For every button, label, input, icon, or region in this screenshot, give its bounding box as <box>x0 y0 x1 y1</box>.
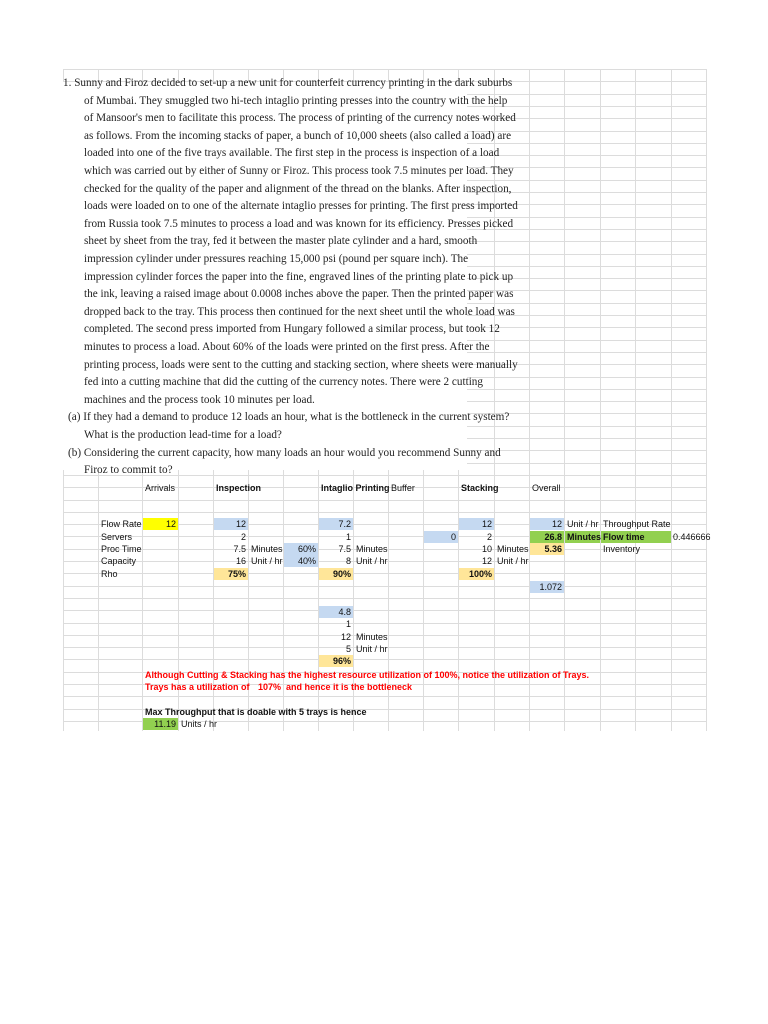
header-inspection[interactable]: Inspection <box>216 483 262 493</box>
label-servers[interactable]: Servers <box>101 532 133 542</box>
label-capacity[interactable]: Capacity <box>101 556 137 566</box>
inspection-proc-time[interactable]: 7.5 <box>233 544 246 554</box>
overall-flow-time-unit[interactable]: Minutes <box>567 532 602 542</box>
problem-line: completed. The second press imported from Hungary followed a similar process, but took 12 <box>84 323 500 336</box>
problem-line: 1. Sunny and Firoz decided to set-up a new unit for counterfeit currency printing in the dark suburbs <box>63 77 513 89</box>
overall-inventory-label[interactable]: Inventory <box>603 544 641 554</box>
problem-line: (a) If they had a demand to produce 12 loads an hour, what is the bottleneck in the current system? <box>68 411 510 424</box>
overall-flow-time[interactable]: 26.8 <box>530 531 564 543</box>
press1-servers[interactable]: 1 <box>345 532 351 542</box>
press2-cap-unit[interactable]: Unit / hr <box>356 644 388 654</box>
problem-line: (b) Considering the current capacity, how many loads an hour would you recommend Sunny and <box>68 446 501 459</box>
overall-flow-time-hours[interactable]: 0.446666 <box>673 532 711 542</box>
press2-split[interactable]: 40% <box>284 555 318 567</box>
press2-flow-rate[interactable]: 4.8 <box>319 606 353 618</box>
bottleneck-note[interactable]: Although Cutting & Stacking has the highest resource utilization of 100%, notice the utilization of Trays. <box>145 670 590 680</box>
inspection-rho[interactable]: 75% <box>214 568 248 580</box>
label-flow-rate[interactable]: Flow Rate <box>101 519 142 529</box>
buffer-value[interactable]: 0 <box>424 531 458 543</box>
problem-line: the ink, leaving a raised image about 0.0008 inches above the paper. Then the printed paper was <box>84 288 514 301</box>
overall-tray-value[interactable]: 1.072 <box>530 581 564 593</box>
stacking-flow-rate[interactable]: 12 <box>459 518 494 530</box>
problem-line: Firoz to commit to? <box>84 464 173 477</box>
inspection-proc-unit[interactable]: Minutes <box>251 544 283 554</box>
inspection-servers[interactable]: 2 <box>240 532 246 542</box>
overall-throughput-label[interactable]: Throughput Rate <box>603 519 671 529</box>
press1-split[interactable]: 60% <box>284 543 318 555</box>
tray-bottleneck-note[interactable]: and hence it is the bottleneck <box>286 682 413 692</box>
stacking-proc-unit[interactable]: Minutes <box>497 544 529 554</box>
problem-line: of Mumbai. They smuggled two hi-tech intaglio printing presses into the country with the help <box>84 94 508 107</box>
problem-line: of Mansoor's men to facilitate this process. The process of printing of the currency notes worked <box>84 112 516 125</box>
header-overall[interactable]: Overall <box>532 483 561 493</box>
label-proc-time[interactable]: Proc Time <box>101 544 142 554</box>
problem-line: loaded into one of the five trays available. The first step in the process is inspection of a load <box>84 147 500 160</box>
header-intaglio-printing[interactable]: Intaglio Printing <box>321 483 390 493</box>
label-rho[interactable]: Rho <box>101 569 118 579</box>
problem-line: dropped back to the tray. This process then continued for the next sheet until the whole load was <box>84 305 515 318</box>
press2-rho[interactable]: 96% <box>319 655 353 667</box>
press1-flow-rate[interactable]: 7.2 <box>319 518 353 530</box>
problem-line: machines and the process took 10 minutes per load. <box>84 393 315 406</box>
problem-line: sheet by sheet from the tray, fed it between the master plate cylinder and a hard, smooth <box>84 235 478 248</box>
press1-proc-unit[interactable]: Minutes <box>356 544 388 554</box>
problem-line: from Russia took 7.5 minutes to process a load and was known for its efficiency. Presses picked <box>84 217 514 230</box>
problem-line: What is the production lead-time for a load? <box>84 429 282 441</box>
press2-proc-time[interactable]: 12 <box>340 632 351 642</box>
press1-proc-time[interactable]: 7.5 <box>338 544 351 554</box>
inspection-flow-rate[interactable]: 12 <box>214 518 248 530</box>
problem-line: which was carried out by either of Sunny or Firoz. This process took 7.5 minutes per load. They <box>84 165 514 177</box>
tray-utilization-note[interactable]: Trays has a utilization of <box>145 682 250 692</box>
header-arrivals[interactable]: Arrivals <box>145 483 176 493</box>
stacking-rho[interactable]: 100% <box>459 568 494 580</box>
problem-line: as follows. From the incoming stacks of paper, a bunch of 10,000 sheets (also called a load) are <box>84 129 512 142</box>
press1-cap-unit[interactable]: Unit / hr <box>356 556 388 566</box>
inspection-capacity[interactable]: 16 <box>235 556 246 566</box>
stacking-proc-time[interactable]: 10 <box>481 544 492 554</box>
press2-capacity[interactable]: 5 <box>345 644 351 654</box>
max-throughput-value[interactable]: 11.19 <box>143 718 178 730</box>
problem-line: minutes to process a load. About 60% of the loads were printed on the first press. After the <box>84 341 490 353</box>
press2-proc-unit[interactable]: Minutes <box>356 632 388 642</box>
header-stacking[interactable]: Stacking <box>461 483 499 493</box>
max-throughput-label[interactable]: Max Throughput that is doable with 5 trays is hence <box>145 707 367 717</box>
inspection-cap-unit[interactable]: Unit / hr <box>251 556 283 566</box>
problem-line: printing process, loads were sent to the cutting and stacking section, where sheets were manually <box>84 358 518 371</box>
problem-statement-image <box>63 77 518 477</box>
overall-inventory[interactable]: 5.36 <box>530 543 564 555</box>
press1-rho[interactable]: 90% <box>319 568 353 580</box>
max-throughput-unit[interactable]: Units / hr <box>181 719 218 729</box>
header-buffer[interactable]: Buffer <box>391 483 415 493</box>
stacking-servers[interactable]: 2 <box>486 532 492 542</box>
overall-throughput[interactable]: 12 <box>530 518 564 530</box>
stacking-capacity[interactable]: 12 <box>481 556 492 566</box>
arrivals-flow-rate[interactable]: 12 <box>143 518 178 530</box>
press1-capacity[interactable]: 8 <box>345 556 351 566</box>
problem-line: loads were loaded on to one of the alternate intaglio presses for printing. The first press imported <box>84 200 518 213</box>
problem-line: impression cylinder under pressures reaching 15,000 psi (pound per square inch). The <box>84 253 469 265</box>
stacking-cap-unit[interactable]: Unit / hr <box>497 556 529 566</box>
problem-line: impression cylinder forces the paper into the fine, engraved lines of the printing plate to pick up <box>84 270 514 283</box>
press2-servers[interactable]: 1 <box>345 619 351 629</box>
problem-line: fed into a cutting machine that did the cutting of the currency notes. There were 2 cutting <box>84 376 483 389</box>
overall-throughput-unit[interactable]: Unit / hr <box>567 519 599 529</box>
overall-flow-time-label[interactable]: Flow time <box>601 531 671 543</box>
tray-utilization-value[interactable]: 107% <box>257 682 281 692</box>
problem-line: checked for the quality of the paper and alignment of the thread on the blanks. After inspection, <box>84 182 512 195</box>
